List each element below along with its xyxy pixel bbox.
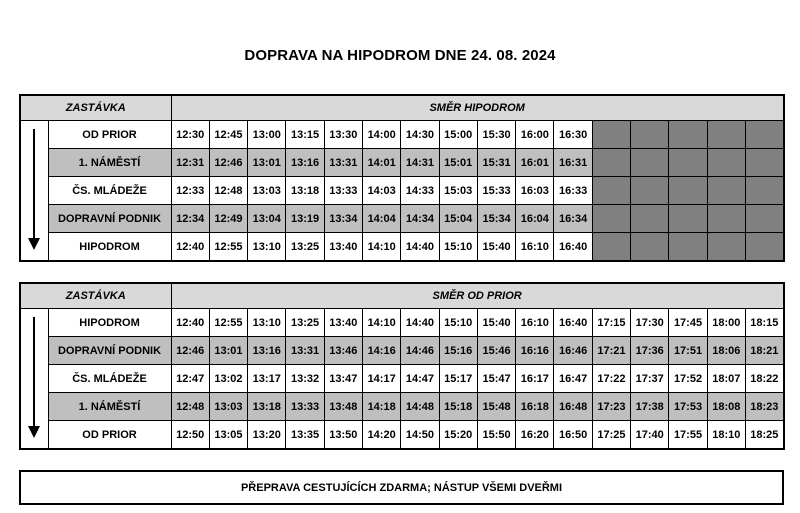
- table-row: [20, 205, 784, 233]
- departure-time: 13:17: [248, 365, 286, 393]
- departure-time: 12:40: [171, 309, 209, 337]
- empty-cell: [707, 177, 745, 205]
- departure-time: 13:10: [248, 309, 286, 337]
- departure-time: 16:47: [554, 365, 592, 393]
- departure-time: 13:16: [286, 149, 324, 177]
- departure-time: 18:25: [745, 421, 783, 450]
- departure-time: 15:20: [439, 421, 477, 450]
- departure-time: 12:47: [171, 365, 209, 393]
- departure-time: 13:18: [286, 177, 324, 205]
- departure-time: 13:35: [286, 421, 324, 450]
- stop-name: ČS. MLÁDEŽE: [48, 365, 171, 393]
- departure-time: 16:33: [554, 177, 592, 205]
- stop-name: DOPRAVNÍ PODNIK: [48, 337, 171, 365]
- departure-time: 17:25: [592, 421, 630, 450]
- timetable-to-hipodrom: [19, 94, 785, 262]
- departure-time: 14:40: [401, 233, 439, 262]
- page-title: DOPRAVA NA HIPODROM DNE 24. 08. 2024: [244, 47, 556, 64]
- stop-name: OD PRIOR: [48, 121, 171, 149]
- departure-time: 14:31: [401, 149, 439, 177]
- departure-time: 14:47: [401, 365, 439, 393]
- departure-time: 12:46: [171, 337, 209, 365]
- departure-time: 14:34: [401, 205, 439, 233]
- departure-time: 18:21: [745, 337, 783, 365]
- stop-name: DOPRAVNÍ PODNIK: [48, 205, 171, 233]
- departure-time: 13:32: [286, 365, 324, 393]
- stop-name: 1. NÁMĚSTÍ: [48, 393, 171, 421]
- departure-time: 15:40: [477, 233, 515, 262]
- empty-cell: [669, 149, 707, 177]
- departure-time: 15:33: [477, 177, 515, 205]
- departure-time: 13:33: [324, 177, 362, 205]
- departure-time: 13:40: [324, 309, 362, 337]
- departure-time: 14:03: [362, 177, 400, 205]
- departure-time: 13:50: [324, 421, 362, 450]
- stop-name: HIPODROM: [48, 233, 171, 262]
- stop-name: OD PRIOR: [48, 421, 171, 450]
- departure-time: 16:20: [516, 421, 554, 450]
- departure-time: 14:18: [362, 393, 400, 421]
- table-row: [20, 393, 784, 421]
- departure-time: 17:30: [631, 309, 669, 337]
- departure-time: 18:06: [707, 337, 745, 365]
- departure-time: 14:10: [362, 309, 400, 337]
- departure-time: 13:00: [248, 121, 286, 149]
- table-row: [20, 233, 784, 262]
- footer-note: PŘEPRAVA CESTUJÍCÍCH ZDARMA; NÁSTUP VŠEMI DVEŘMI: [19, 470, 784, 505]
- departure-time: 13:01: [248, 149, 286, 177]
- departure-time: 17:52: [669, 365, 707, 393]
- departure-time: 16:31: [554, 149, 592, 177]
- departure-time: 15:48: [477, 393, 515, 421]
- departure-time: 14:33: [401, 177, 439, 205]
- arrow-down-icon: [20, 309, 48, 450]
- departure-time: 15:03: [439, 177, 477, 205]
- departure-time: 17:15: [592, 309, 630, 337]
- empty-cell: [669, 121, 707, 149]
- departure-time: 13:15: [286, 121, 324, 149]
- departure-time: 15:40: [477, 309, 515, 337]
- departure-time: 13:18: [248, 393, 286, 421]
- stop-name: ČS. MLÁDEŽE: [48, 177, 171, 205]
- empty-cell: [707, 205, 745, 233]
- empty-cell: [631, 121, 669, 149]
- timetable-from-prior: [19, 282, 785, 450]
- departure-time: 17:23: [592, 393, 630, 421]
- departure-time: 17:38: [631, 393, 669, 421]
- departure-time: 18:22: [745, 365, 783, 393]
- departure-time: 14:10: [362, 233, 400, 262]
- departure-time: 16:48: [554, 393, 592, 421]
- table-row: [20, 365, 784, 393]
- empty-cell: [745, 121, 783, 149]
- empty-cell: [669, 233, 707, 262]
- departure-time: 13:31: [324, 149, 362, 177]
- departure-time: 16:16: [516, 337, 554, 365]
- departure-time: 16:10: [516, 233, 554, 262]
- stop-column-header: ZASTÁVKA: [20, 283, 171, 309]
- table-row: [20, 121, 784, 149]
- departure-time: 18:10: [707, 421, 745, 450]
- departure-time: 13:30: [324, 121, 362, 149]
- departure-time: 15:10: [439, 233, 477, 262]
- departure-time: 15:34: [477, 205, 515, 233]
- empty-cell: [707, 149, 745, 177]
- empty-cell: [707, 233, 745, 262]
- direction-header: SMĚR OD PRIOR: [171, 283, 784, 309]
- departure-time: 17:22: [592, 365, 630, 393]
- departure-time: 16:01: [516, 149, 554, 177]
- departure-time: 13:04: [248, 205, 286, 233]
- departure-time: 17:53: [669, 393, 707, 421]
- departure-time: 16:18: [516, 393, 554, 421]
- stop-name: 1. NÁMĚSTÍ: [48, 149, 171, 177]
- departure-time: 13:47: [324, 365, 362, 393]
- departure-time: 15:50: [477, 421, 515, 450]
- departure-time: 16:50: [554, 421, 592, 450]
- table-row: [20, 177, 784, 205]
- empty-cell: [669, 177, 707, 205]
- departure-time: 12:55: [209, 309, 247, 337]
- departure-time: 13:20: [248, 421, 286, 450]
- departure-time: 17:21: [592, 337, 630, 365]
- stop-column-header: ZASTÁVKA: [20, 95, 171, 121]
- departure-time: 16:40: [554, 309, 592, 337]
- table-row: [20, 309, 784, 337]
- departure-time: 15:47: [477, 365, 515, 393]
- departure-time: 12:55: [209, 233, 247, 262]
- departure-time: 13:25: [286, 233, 324, 262]
- empty-cell: [631, 177, 669, 205]
- departure-time: 12:31: [171, 149, 209, 177]
- departure-time: 14:17: [362, 365, 400, 393]
- departure-time: 12:45: [209, 121, 247, 149]
- departure-time: 13:02: [209, 365, 247, 393]
- departure-time: 16:46: [554, 337, 592, 365]
- empty-cell: [592, 233, 630, 262]
- departure-time: 18:15: [745, 309, 783, 337]
- departure-time: 14:16: [362, 337, 400, 365]
- empty-cell: [592, 121, 630, 149]
- departure-time: 13:25: [286, 309, 324, 337]
- departure-time: 15:30: [477, 121, 515, 149]
- departure-time: 14:00: [362, 121, 400, 149]
- departure-time: 15:46: [477, 337, 515, 365]
- departure-time: 12:30: [171, 121, 209, 149]
- departure-time: 13:19: [286, 205, 324, 233]
- departure-time: 13:40: [324, 233, 362, 262]
- departure-time: 17:36: [631, 337, 669, 365]
- empty-cell: [631, 233, 669, 262]
- departure-time: 17:45: [669, 309, 707, 337]
- departure-time: 16:30: [554, 121, 592, 149]
- departure-time: 13:16: [248, 337, 286, 365]
- departure-time: 13:33: [286, 393, 324, 421]
- departure-time: 18:07: [707, 365, 745, 393]
- departure-time: 17:37: [631, 365, 669, 393]
- departure-time: 12:50: [171, 421, 209, 450]
- departure-time: 14:04: [362, 205, 400, 233]
- empty-cell: [745, 205, 783, 233]
- departure-time: 14:40: [401, 309, 439, 337]
- empty-cell: [707, 121, 745, 149]
- departure-time: 14:01: [362, 149, 400, 177]
- empty-cell: [745, 177, 783, 205]
- departure-time: 13:34: [324, 205, 362, 233]
- departure-time: 15:01: [439, 149, 477, 177]
- departure-time: 16:03: [516, 177, 554, 205]
- departure-time: 14:50: [401, 421, 439, 450]
- departure-time: 16:10: [516, 309, 554, 337]
- departure-time: 12:49: [209, 205, 247, 233]
- departure-time: 14:30: [401, 121, 439, 149]
- departure-time: 18:08: [707, 393, 745, 421]
- departure-time: 15:00: [439, 121, 477, 149]
- departure-time: 13:05: [209, 421, 247, 450]
- departure-time: 12:48: [171, 393, 209, 421]
- stop-name: HIPODROM: [48, 309, 171, 337]
- departure-time: 12:34: [171, 205, 209, 233]
- departure-time: 15:16: [439, 337, 477, 365]
- departure-time: 14:48: [401, 393, 439, 421]
- departure-time: 13:46: [324, 337, 362, 365]
- departure-time: 13:31: [286, 337, 324, 365]
- departure-time: 17:55: [669, 421, 707, 450]
- departure-time: 15:17: [439, 365, 477, 393]
- departure-time: 16:17: [516, 365, 554, 393]
- empty-cell: [592, 149, 630, 177]
- departure-time: 16:34: [554, 205, 592, 233]
- departure-time: 18:00: [707, 309, 745, 337]
- table-row: [20, 337, 784, 365]
- empty-cell: [631, 205, 669, 233]
- empty-cell: [592, 205, 630, 233]
- departure-time: 13:10: [248, 233, 286, 262]
- departure-time: 17:51: [669, 337, 707, 365]
- departure-time: 13:03: [209, 393, 247, 421]
- departure-time: 13:48: [324, 393, 362, 421]
- departure-time: 15:04: [439, 205, 477, 233]
- empty-cell: [631, 149, 669, 177]
- departure-time: 15:31: [477, 149, 515, 177]
- empty-cell: [669, 205, 707, 233]
- table-row: [20, 149, 784, 177]
- departure-time: 12:46: [209, 149, 247, 177]
- direction-header: SMĚR HIPODROM: [171, 95, 784, 121]
- departure-time: 13:03: [248, 177, 286, 205]
- table-row: [20, 421, 784, 450]
- empty-cell: [592, 177, 630, 205]
- departure-time: 12:33: [171, 177, 209, 205]
- departure-time: 13:01: [209, 337, 247, 365]
- departure-time: 18:23: [745, 393, 783, 421]
- departure-time: 16:04: [516, 205, 554, 233]
- departure-time: 17:40: [631, 421, 669, 450]
- departure-time: 16:40: [554, 233, 592, 262]
- departure-time: 12:40: [171, 233, 209, 262]
- departure-time: 14:46: [401, 337, 439, 365]
- departure-time: 15:10: [439, 309, 477, 337]
- empty-cell: [745, 233, 783, 262]
- departure-time: 16:00: [516, 121, 554, 149]
- arrow-down-icon: [20, 121, 48, 262]
- empty-cell: [745, 149, 783, 177]
- departure-time: 15:18: [439, 393, 477, 421]
- departure-time: 12:48: [209, 177, 247, 205]
- departure-time: 14:20: [362, 421, 400, 450]
